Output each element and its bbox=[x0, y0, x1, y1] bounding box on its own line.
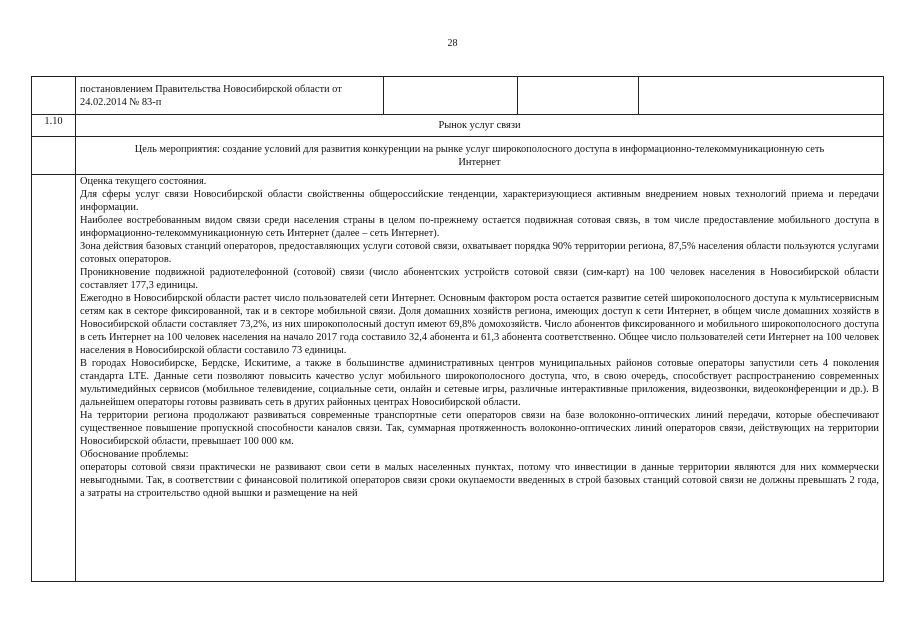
table-row-resolution bbox=[32, 77, 884, 115]
paragraph: Для сферы услуг связи Новосибирской области свойственны общероссийские тенденции, характеризующиеся активным внедрением новых технологий приема и передачи информации. bbox=[80, 189, 879, 213]
section-number: 1.10 bbox=[32, 115, 76, 137]
paragraph: операторы сотовой связи практически не развивают свои сети в малых населенных пунктах, потому что инвестиции в данные территории являются для них коммерчески невыгодными. Так, в соответствии с финансовой политикой операторов связи сроки окупаемости введенных в строй базовых станций сотовой связи не должны превышать 2 года, а затраты на строительство одной вышки и размещение на ней bbox=[80, 462, 879, 499]
table-row-section bbox=[32, 115, 884, 137]
resolution-cell bbox=[76, 77, 384, 115]
table-row-body bbox=[32, 175, 884, 582]
paragraph: Ежегодно в Новосибирской области растет число пользователей сети Интернет. Основным фактором роста остается развитие сетей широкополосного доступа к мультисервисным сетям как в секторе фиксированной, так и в секторе мобильной связи. Доля домашних хозяйств региона, имеющих доступ к сети Интернет, в общем числе домашних хозяйств в Новосибирской области составляет 73,2%, из них широкополосный доступ имеют 69,8% домохозяйств. Число абонентов фиксированного и мобильного широкополосного доступа в сеть Интернет на 100 человек населения на начало 2017 года составило 32,4 абонента и 61,3 абонента соответственно. Общее число пользователей сети Интернет на 100 человек населения в Новосибирской области составило 73 единицы. bbox=[80, 293, 879, 356]
empty-cell bbox=[518, 77, 639, 115]
paragraph: В городах Новосибирске, Бердске, Искитиме, а также в большинстве административных центров муниципальных районов сотовые операторы запустили сеть 4 поколения стандарта LTE. Данные сети позволяют повысить качество услуг мобильного широкополосного доступа, что, в свою очередь, способствует распространению современных мультимедийных сервисов (мобильное телевидение, социальные сети, онлайн и сетевые игры, различные интерактивные приложения, видеозвонки, видеоконференции и др.). В дальнейшем операторы готовы развивать сеть в других районных центрах Новосибирской области. bbox=[80, 358, 879, 408]
goal-text: Цель мероприятия: создание условий для развития конкуренции на рынке услуг широкополосного доступа в информационно-телекоммуникационную сеть Интернет bbox=[76, 137, 884, 175]
empty-cell bbox=[639, 77, 884, 115]
paragraph: Обоснование проблемы: bbox=[80, 449, 189, 460]
empty-cell bbox=[384, 77, 518, 115]
row-number-cell-empty bbox=[32, 137, 76, 175]
paragraph: Оценка текущего состояния. bbox=[80, 176, 207, 187]
paragraph: Наиболее востребованным видом связи среди населения страны в целом по-прежнему остается подвижная сотовая связь, в том числе предоставление мобильного доступа в информационно-телекоммуникационную сеть Интернет (далее – сеть Интернет). bbox=[80, 215, 879, 239]
page-number: 28 bbox=[447, 38, 458, 49]
table-row-goal bbox=[32, 137, 884, 175]
paragraph: Зона действия базовых станций операторов, предоставляющих услуги сотовой связи, охватывает порядка 90% территории региона, 87,5% населения области пользуются услугами сотовых операторов. bbox=[80, 241, 879, 265]
paragraph: На территории региона продолжают развиваться современные транспортные сети операторов связи на базе волоконно-оптических линий передачи, которые обеспечивают существенное повышение пропускной способности каналов связи. Так, суммарная протяженность волоконно-оптических линий операторов связи, действующих на территории Новосибирской области, превышает 100 000 км. bbox=[80, 410, 879, 447]
resolution-text: постановлением Правительства Новосибирской области от 24.02.2014 № 83-п bbox=[80, 83, 342, 108]
section-title: Рынок услуг связи bbox=[76, 115, 884, 137]
measures-table bbox=[31, 76, 884, 582]
row-number-cell-empty bbox=[32, 175, 76, 582]
paragraph: Проникновение подвижной радиотелефонной (сотовой) связи (число абонентских устройств сотовой связи (сим-карт) на 100 человек населения в Новосибирской области составляет 177,3 единицы. bbox=[80, 267, 879, 291]
row-number-cell-empty bbox=[32, 77, 76, 115]
body-cell bbox=[76, 175, 884, 582]
